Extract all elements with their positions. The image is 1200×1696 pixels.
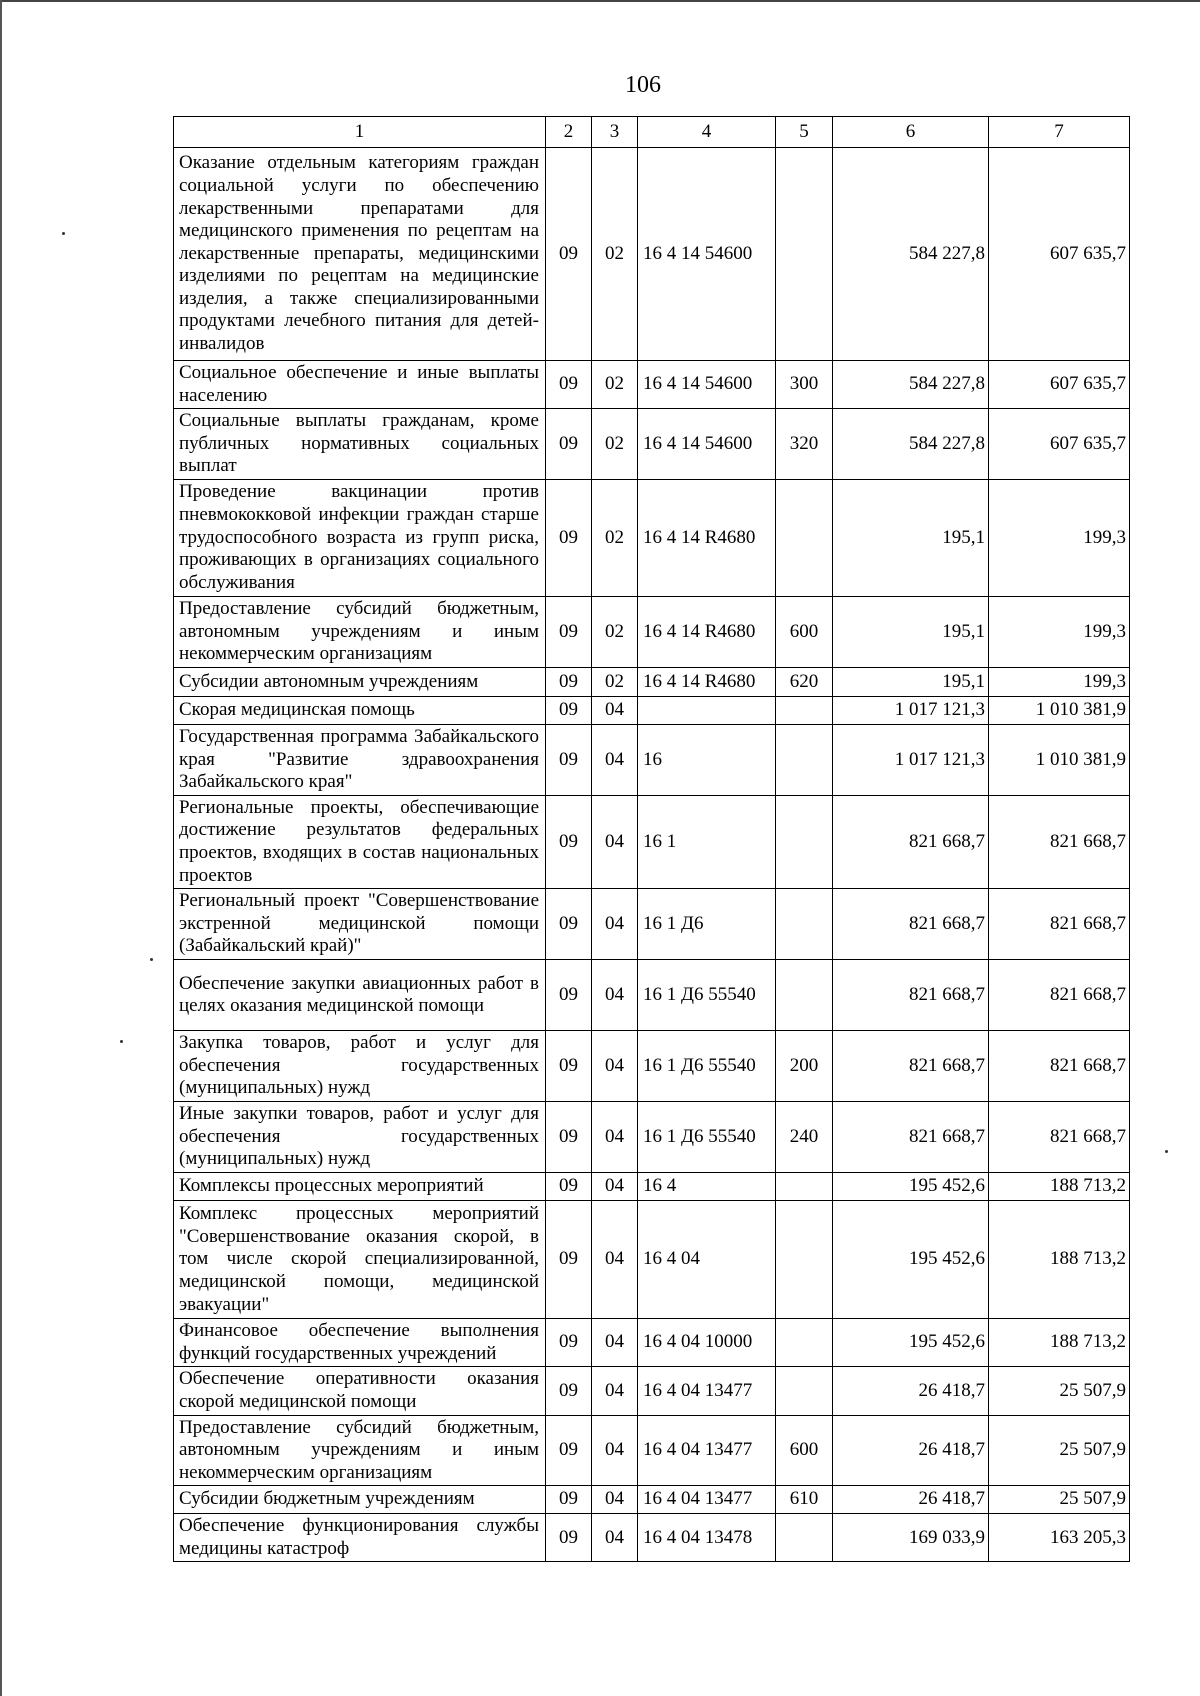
table-body [174,148,1130,1562]
amount-year2-cell: 1 010 381,9 [989,724,1130,795]
amount-year2-cell: 607 635,7 [989,148,1130,361]
amount-year2-cell: 821 668,7 [989,889,1130,960]
subsection-code-cell: 04 [592,960,638,1031]
amount-year2-cell: 188 713,2 [989,1319,1130,1367]
page-number: 106 [625,72,661,98]
table-row [174,1319,1130,1367]
target-article-cell: 16 4 14 54600 [638,361,776,409]
expense-type-cell [776,889,833,960]
amount-year1-cell: 169 033,9 [833,1514,989,1562]
target-article-cell: 16 4 14 R4680 [638,596,776,667]
section-code-cell: 09 [546,1201,592,1319]
row-name-cell: Комплексы процессных мероприятий [174,1173,546,1201]
amount-year2-cell: 188 713,2 [989,1173,1130,1201]
subsection-code-cell: 02 [592,409,638,480]
table-row [174,409,1130,480]
expense-type-cell [776,1367,833,1415]
amount-year1-cell: 195,1 [833,479,989,596]
row-name-cell: Государственная программа Забайкальского края "Развитие здравоохранения Забайкальского края" [174,724,546,795]
expense-type-cell: 600 [776,596,833,667]
amount-year1-cell: 26 418,7 [833,1415,989,1486]
row-name-cell: Предоставление субсидий бюджетным, автономным учреждениям и иным некоммерческим организациям [174,1415,546,1486]
amount-year2-cell: 25 507,9 [989,1415,1130,1486]
section-code-cell: 09 [546,724,592,795]
amount-year1-cell: 1 017 121,3 [833,696,989,724]
target-article-cell: 16 4 04 13477 [638,1486,776,1514]
row-name-cell: Иные закупки товаров, работ и услуг для обеспечения государственных (муниципальных) нужд [174,1102,546,1173]
target-article-cell: 16 4 04 [638,1201,776,1319]
row-name-cell: Обеспечение функционирования службы медицины катастроф [174,1514,546,1562]
expense-type-cell [776,1514,833,1562]
subsection-code-cell: 04 [592,1415,638,1486]
amount-year2-cell: 199,3 [989,596,1130,667]
expense-type-cell [776,148,833,361]
row-name-cell: Региональные проекты, обеспечивающие достижение результатов федеральных проектов, входящих в состав национальных проектов [174,795,546,888]
section-code-cell: 09 [546,795,592,888]
amount-year1-cell: 195 452,6 [833,1319,989,1367]
table-row [174,1486,1130,1514]
scan-speck [120,1040,123,1043]
row-name-cell: Обеспечение закупки авиационных работ в целях оказания медицинской помощи [174,960,546,1031]
table-row [174,667,1130,696]
section-code-cell: 09 [546,1486,592,1514]
expense-type-cell [776,960,833,1031]
amount-year2-cell: 821 668,7 [989,795,1130,888]
expense-type-cell: 600 [776,1415,833,1486]
target-article-cell [638,696,776,724]
row-name-cell: Социальные выплаты гражданам, кроме публичных нормативных социальных выплат [174,409,546,480]
section-code-cell: 09 [546,1319,592,1367]
subsection-code-cell: 04 [592,724,638,795]
subsection-code-cell: 04 [592,1514,638,1562]
section-code-cell: 09 [546,667,592,696]
expense-type-cell [776,1319,833,1367]
budget-table-container [173,116,1129,1562]
amount-year1-cell: 821 668,7 [833,889,989,960]
header-cell: 5 [776,117,833,148]
subsection-code-cell: 04 [592,1367,638,1415]
target-article-cell: 16 4 04 13477 [638,1367,776,1415]
amount-year2-cell: 199,3 [989,479,1130,596]
row-name-cell: Финансовое обеспечение выполнения функций государственных учреждений [174,1319,546,1367]
subsection-code-cell: 02 [592,596,638,667]
section-code-cell: 09 [546,361,592,409]
table-row [174,596,1130,667]
amount-year1-cell: 26 418,7 [833,1486,989,1514]
subsection-code-cell: 04 [592,1319,638,1367]
scan-speck [62,232,65,235]
amount-year1-cell: 821 668,7 [833,1031,989,1102]
section-code-cell: 09 [546,409,592,480]
subsection-code-cell: 02 [592,667,638,696]
amount-year2-cell: 25 507,9 [989,1486,1130,1514]
target-article-cell: 16 1 Д6 55540 [638,1102,776,1173]
subsection-code-cell: 04 [592,795,638,888]
table-row [174,148,1130,361]
amount-year2-cell: 607 635,7 [989,361,1130,409]
table-header-row [174,117,1130,148]
header-cell: 4 [638,117,776,148]
header-cell: 3 [592,117,638,148]
section-code-cell: 09 [546,148,592,361]
table-row [174,960,1130,1031]
table-row [174,795,1130,888]
section-code-cell: 09 [546,596,592,667]
amount-year1-cell: 821 668,7 [833,795,989,888]
target-article-cell: 16 1 Д6 [638,889,776,960]
target-article-cell: 16 4 14 R4680 [638,479,776,596]
expense-type-cell [776,1201,833,1319]
table-row [174,479,1130,596]
expense-type-cell: 610 [776,1486,833,1514]
target-article-cell: 16 4 14 54600 [638,148,776,361]
target-article-cell: 16 4 14 R4680 [638,667,776,696]
row-name-cell: Закупка товаров, работ и услуг для обеспечения государственных (муниципальных) нужд [174,1031,546,1102]
target-article-cell: 16 1 Д6 55540 [638,960,776,1031]
row-name-cell: Обеспечение оперативности оказания скорой медицинской помощи [174,1367,546,1415]
subsection-code-cell: 02 [592,479,638,596]
section-code-cell: 09 [546,1031,592,1102]
amount-year1-cell: 821 668,7 [833,960,989,1031]
section-code-cell: 09 [546,1102,592,1173]
target-article-cell: 16 4 04 10000 [638,1319,776,1367]
table-row [174,724,1130,795]
budget-table [173,116,1130,1562]
section-code-cell: 09 [546,696,592,724]
row-name-cell: Скорая медицинская помощь [174,696,546,724]
section-code-cell: 09 [546,1514,592,1562]
row-name-cell: Субсидии бюджетным учреждениям [174,1486,546,1514]
amount-year1-cell: 584 227,8 [833,361,989,409]
row-name-cell: Проведение вакцинации против пневмококковой инфекции граждан старше трудоспособного возраста из групп риска, проживающих в организациях социального обслуживания [174,479,546,596]
amount-year1-cell: 195,1 [833,596,989,667]
table-row [174,1031,1130,1102]
expense-type-cell: 240 [776,1102,833,1173]
header-cell: 1 [174,117,546,148]
amount-year1-cell: 195 452,6 [833,1173,989,1201]
subsection-code-cell: 02 [592,361,638,409]
table-row [174,1201,1130,1319]
target-article-cell: 16 4 14 54600 [638,409,776,480]
amount-year2-cell: 163 205,3 [989,1514,1130,1562]
section-code-cell: 09 [546,889,592,960]
table-row [174,889,1130,960]
header-cell: 7 [989,117,1130,148]
amount-year1-cell: 195 452,6 [833,1201,989,1319]
expense-type-cell: 620 [776,667,833,696]
row-name-cell: Предоставление субсидий бюджетным, автономным учреждениям и иным некоммерческим организациям [174,596,546,667]
subsection-code-cell: 02 [592,148,638,361]
scan-speck [150,958,153,961]
target-article-cell: 16 1 Д6 55540 [638,1031,776,1102]
expense-type-cell: 320 [776,409,833,480]
target-article-cell: 16 1 [638,795,776,888]
subsection-code-cell: 04 [592,889,638,960]
header-cell: 6 [833,117,989,148]
target-article-cell: 16 4 04 13477 [638,1415,776,1486]
section-code-cell: 09 [546,960,592,1031]
header-cell: 2 [546,117,592,148]
amount-year1-cell: 1 017 121,3 [833,724,989,795]
row-name-cell: Субсидии автономным учреждениям [174,667,546,696]
subsection-code-cell: 04 [592,1173,638,1201]
amount-year2-cell: 607 635,7 [989,409,1130,480]
scan-speck [1165,1150,1168,1153]
amount-year2-cell: 199,3 [989,667,1130,696]
section-code-cell: 09 [546,1367,592,1415]
subsection-code-cell: 04 [592,1102,638,1173]
amount-year2-cell: 1 010 381,9 [989,696,1130,724]
expense-type-cell [776,795,833,888]
expense-type-cell [776,479,833,596]
table-row [174,1102,1130,1173]
subsection-code-cell: 04 [592,1031,638,1102]
amount-year1-cell: 821 668,7 [833,1102,989,1173]
amount-year1-cell: 26 418,7 [833,1367,989,1415]
amount-year1-cell: 584 227,8 [833,409,989,480]
section-code-cell: 09 [546,1173,592,1201]
subsection-code-cell: 04 [592,696,638,724]
table-row [174,361,1130,409]
row-name-cell: Региональный проект "Совершенствование экстренной медицинской помощи (Забайкальский край)" [174,889,546,960]
target-article-cell: 16 [638,724,776,795]
scan-top-border [0,0,1200,2]
expense-type-cell: 300 [776,361,833,409]
table-row [174,1415,1130,1486]
scan-left-border [0,0,2,1696]
expense-type-cell: 200 [776,1031,833,1102]
table-row [174,696,1130,724]
target-article-cell: 16 4 [638,1173,776,1201]
target-article-cell: 16 4 04 13478 [638,1514,776,1562]
amount-year1-cell: 584 227,8 [833,148,989,361]
expense-type-cell [776,1173,833,1201]
expense-type-cell [776,696,833,724]
row-name-cell: Оказание отдельным категориям граждан социальной услуги по обеспечению лекарственными препаратами для медицинского применения по рецептам на лекарственные препараты, медицинскими изделиями по рецептам на медицинские изделия, а также специализированными продуктами лечебного питания для детей-инвалидов [174,148,546,361]
amount-year1-cell: 195,1 [833,667,989,696]
section-code-cell: 09 [546,1415,592,1486]
amount-year2-cell: 821 668,7 [989,1031,1130,1102]
table-row [174,1173,1130,1201]
section-code-cell: 09 [546,479,592,596]
subsection-code-cell: 04 [592,1486,638,1514]
amount-year2-cell: 821 668,7 [989,1102,1130,1173]
subsection-code-cell: 04 [592,1201,638,1319]
amount-year2-cell: 188 713,2 [989,1201,1130,1319]
row-name-cell: Комплекс процессных мероприятий "Совершенствование оказания скорой, в том числе скорой специализированной, медицинской помощи, медицинской эвакуации" [174,1201,546,1319]
expense-type-cell [776,724,833,795]
row-name-cell: Социальное обеспечение и иные выплаты населению [174,361,546,409]
table-row [174,1514,1130,1562]
amount-year2-cell: 25 507,9 [989,1367,1130,1415]
amount-year2-cell: 821 668,7 [989,960,1130,1031]
table-row [174,1367,1130,1415]
